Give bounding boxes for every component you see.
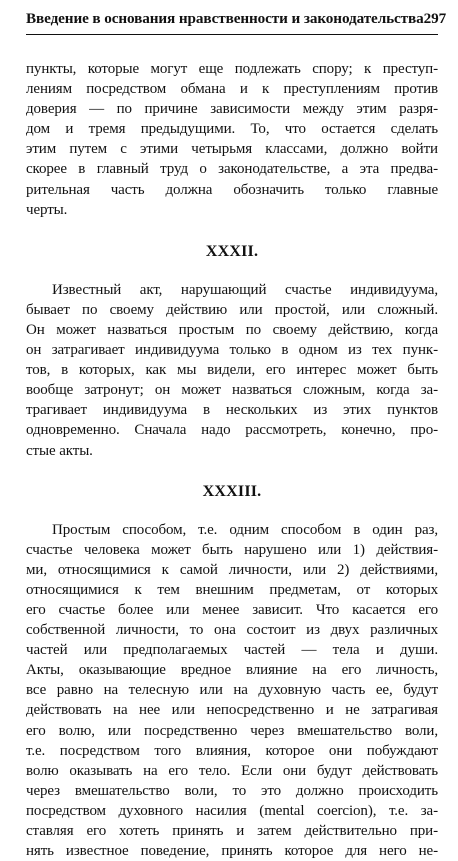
text-line: Акты, оказывающие вредное влияние на его личность, bbox=[26, 662, 438, 679]
text-line: черты. bbox=[26, 201, 68, 218]
running-header-title: Введение в основания нравственности и законодательства bbox=[26, 10, 424, 27]
text-line: ми, относящимися к самой личности, или 2) действиями, bbox=[26, 561, 438, 578]
text-line: Он может назваться простым по своему действию, когда bbox=[26, 321, 438, 338]
text-line: все равно на телесную или на духовную часть ее, будут bbox=[26, 682, 438, 699]
text-line: счастье человека может быть нарушено или 1) действия- bbox=[26, 541, 438, 558]
text-line: т.е. посредством того влияния, которое они побуждают bbox=[26, 742, 438, 759]
text-line: относящимися к тем внешним предметам, от которых bbox=[26, 581, 438, 598]
text-line: через вмешательство воли, то это должно происходить bbox=[26, 782, 438, 799]
text-line: ставляя его хотеть принять и затем действительно при- bbox=[26, 823, 438, 839]
text-line: одновременно. Сначала надо рассмотреть, конечно, про- bbox=[26, 422, 438, 439]
text-line: трагивает индивидуума в нескольких из этих пунктов bbox=[26, 402, 438, 419]
text-line: пункты, которые могут еще подлежать спору; к преступ- bbox=[26, 61, 438, 77]
text-line: его волю, или посредственно через вмешательство воли, bbox=[26, 722, 438, 739]
text-line: лениям посредством обмана и к преступлениям против bbox=[26, 81, 438, 98]
text-line: Известный акт, нарушающий счастье индивидуума, bbox=[52, 281, 438, 298]
book-page bbox=[26, 8, 447, 861]
section-heading: XXXII. bbox=[205, 242, 259, 260]
section-paragraph bbox=[26, 280, 438, 461]
text-line: его счастье более или менее зависит. Что касается его bbox=[26, 601, 438, 618]
text-line: рительная часть должна обозначить только главные bbox=[26, 181, 438, 198]
text-line: Простым способом, т.е. одним способом в один раз, bbox=[52, 521, 438, 538]
section-paragraph bbox=[26, 520, 438, 861]
text-line: посредством духовного насилия (mental coercion), т.е. за- bbox=[26, 802, 438, 819]
text-line: волю оказывать на его тело. Если они будут действовать bbox=[26, 762, 438, 779]
text-line: дом и тремя предыдущими. То, что остается сделать bbox=[26, 121, 438, 138]
text-line: этим путем с этими четырьмя классами, должно войти bbox=[26, 141, 438, 158]
text-line: собственной личности, то она состоит из двух различных bbox=[26, 622, 438, 639]
paragraph-continued bbox=[26, 59, 438, 220]
header-rule bbox=[26, 34, 438, 35]
text-line: доверия — по причине зависимости между этим разря- bbox=[26, 101, 438, 118]
text-line: вообще затронут; он может назваться сложным, когда за- bbox=[26, 382, 438, 399]
section-heading: XXXIII. bbox=[202, 482, 262, 500]
text-line: частей или предполагаемых частей — тела и души. bbox=[26, 642, 438, 659]
text-line: бывает по своему действию или простой, или сложный. bbox=[26, 301, 438, 318]
text-line: он затрагивает индивидуума только в одном из тех пунк- bbox=[26, 342, 438, 359]
text-line: действовать на нее или непосредственно и не затрагивая bbox=[26, 702, 438, 719]
text-line: нять известное поведение, принять которое для него не- bbox=[26, 843, 438, 860]
running-header bbox=[26, 8, 447, 30]
text-line: скорее в главный труд о законодательстве, а эта предва- bbox=[26, 161, 438, 178]
text-line: стые акты. bbox=[26, 442, 93, 459]
page-number: 297 bbox=[423, 10, 447, 27]
text-line: тов, в которых, как мы видели, его интерес может быть bbox=[26, 362, 438, 379]
